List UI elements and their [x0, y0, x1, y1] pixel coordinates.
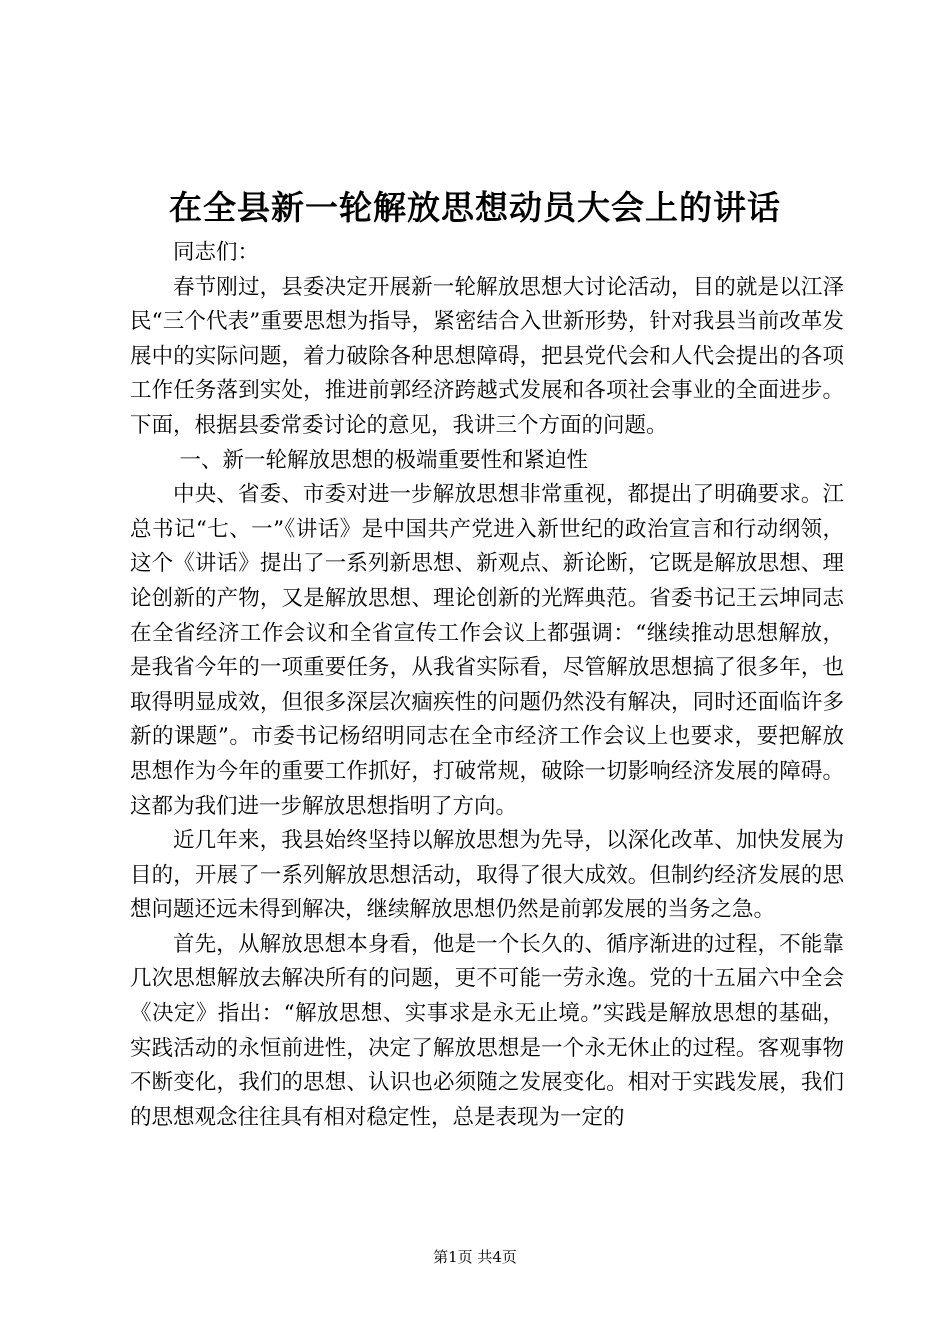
document-title: 在全县新一轮解放思想动员大会上的讲话: [169, 188, 781, 227]
section-heading: 一、新一轮解放思想的极端重要性和紧迫性: [179, 447, 588, 473]
paragraph: 中央、省委、市委对进一步解放思想非常重视，都提出了明确要求。江总书记“七、一”《讲话》是中国共产党进入新世纪的政治宣言和行动纲领，这个《讲话》提出了一系列新思想、新观点、新论断，它既是解放思想、理论创新的产物，又是解放思想、理论创新的光辉典范。省委书记王云坤同志在全省经济工作会议和全省宣传工作会议上都强调：“继续推动思想解放，是我省今年的一项重要任务，从我省实际看，尽管解放思想搞了很多年，也取得明显成效，但很多深层次痼疾性的问题仍然没有解决，同时还面临许多新的课题”。市委书记杨绍明同志在全市经济工作会议上也要求，要把解放思想作为今年的重要工作抓好，打破常规，破除一切影响经济发展的障碍。这都为我们进一步解放思想指明了方向。: [130, 482, 844, 819]
page-footer: 第1页 共4页: [433, 1248, 517, 1266]
paragraph: 春节刚过，县委决定开展新一轮解放思想大讨论活动，目的就是以江泽民“三个代表”重要思想为指导，紧密结合入世新形势，针对我县当前改革发展中的实际问题，着力破除各种思想障碍，把县党代会和人代会提出的各项工作任务落到实处，推进前郭经济跨越式发展和各项社会事业的全面进步。下面，根据县委常委讨论的意见，我讲三个方面的问题。: [130, 274, 844, 438]
salutation: 同志们：: [173, 240, 260, 265]
paragraph: 近几年来，我县始终坚持以解放思想为先导，以深化改革、加快发展为目的，开展了一系列解放思想活动，取得了很大成效。但制约经济发展的思想问题还远未得到解决，继续解放思想仍然是前郭发展的当务之急。: [130, 828, 844, 923]
paragraph: 首先，从解放思想本身看，他是一个长久的、循序渐进的过程，不能靠几次思想解放去解决所有的问题，更不可能一劳永逸。党的十五届六中全会《决定》指出：“解放思想、实事求是永无止境。”实践是解放思想的基础，实践活动的永恒前进性，决定了解放思想是一个永无休止的过程。客观事物不断变化，我们的思想、认识也必须随之发展变化。相对于实践发展，我们的思想观念往往具有相对稳定性，总是表现为一定的: [130, 931, 844, 1130]
document-body: [130, 236, 844, 1135]
